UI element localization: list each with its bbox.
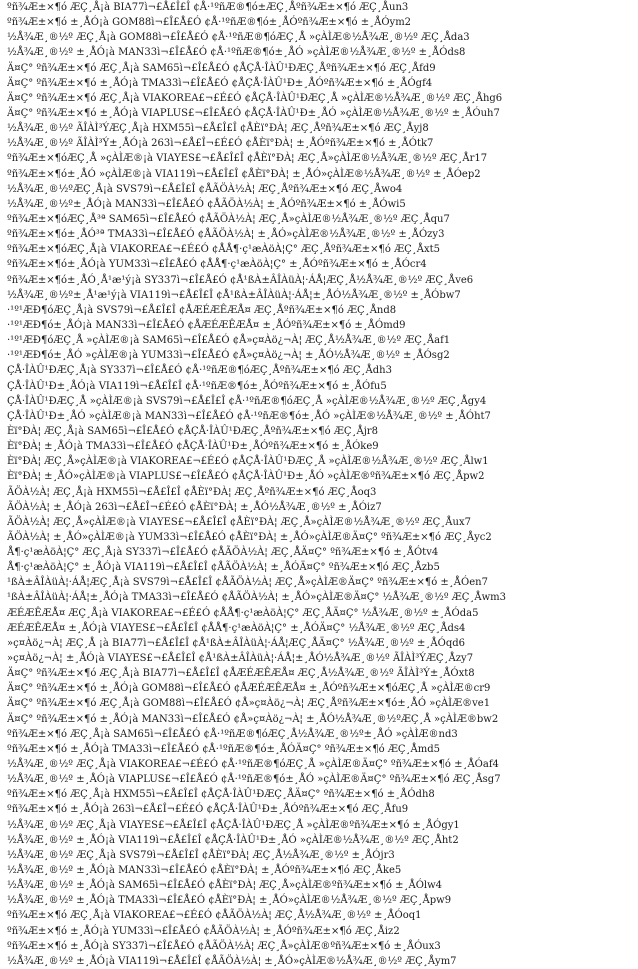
text-line: ºñ¾Æ±×¶ó±¸ÅÓ¸Å¹æ¹ý¡à SY337ì¬£Î£Å£Ó ¢Å¹ßÀ±ÂÎÀüÀ¦·ÁÅ¦ÆÇ¸Å½Å¾Æ¸®½º ÆÇ¸Åve6 (7, 274, 474, 286)
text-line: ºñ¾Æ±×¶ó ±¸ÅÓ¡à GOM88ì¬£Î£Å£Ó ¢Å·¹ºñÆ®¶ó±¸ÅÓºñ¾Æ±×¶ó ±¸ÅÓym2 (7, 17, 412, 29)
text-line: ÇÅ·ÎÀÛ¹Ð±¸ÅÓ¡à VIA119ì¬£Å£Î£Î ¢Å·¹ºñÆ®¶ó±¸ÅÓºñ¾Æ±×¶ó ±¸ÅÓfu5 (7, 380, 387, 392)
text-line: Ä¤Ç° ºñ¾Æ±×¶ó ±¸ÅÓ¡à GOM88ì¬£Î£Å£Ó ¢ÅÆÉÆÊÆÅ¤ ±¸ÅÓºñ¾Æ±×¶óÆÇ¸Å »çÀÌÆ®cr9 (7, 683, 491, 695)
text-line: ÃÖÀ½À¦ ÆÇ¸Å»çÀÌÆ®¡à VIAYES£¬£Å£Î£Î ¢ÅÈï°ÐÀ¦ ÆÇ¸Å»çÀÌÆ®½Å¾Æ¸®½º ÆÇ¸Åux7 (7, 516, 471, 528)
text-line: Ä¤Ç° ºñ¾Æ±×¶ó ±¸ÅÓ¡à TMA33ì¬£Î£Å£Ó ¢ÅÇÅ·ÎÀÛ¹Ð±¸ÅÓºñ¾Æ±×¶ó ±¸ÅÓgf4 (7, 77, 433, 89)
text-line: Ä¤Ç° ºñ¾Æ±×¶ó ÆÇ¸Å¡à VIAKOREA£¬£É£Ó ¢ÅÇÅ·ÎÀÛ¹ÐÆÇ¸Å »çÀÌÆ®½Å¾Æ¸®½º ÆÇ¸Åhg6 (7, 92, 503, 104)
text-line: ºñ¾Æ±×¶ó ÆÇ¸Å¡à BIA77ì¬£Å£Î£Î ¢Å·¹ºñÆ®¶ó±ÆÇ¸Åºñ¾Æ±×¶ó ÆÇ¸Åun3 (7, 2, 409, 13)
text-line: ºñ¾Æ±×¶ó ÆÇ¸Å¡à VIAKOREA£¬£É£Ó ¢ÅÃÖÀ½À¦ ÆÇ¸Å½Å¾Æ¸®½º ±¸ÅÓoq1 (7, 910, 422, 922)
text-line: ºñ¾Æ±×¶óÆÇ¸Å¡à VIAKOREA£¬£É£Ó ¢ÅÅ¶·ç¹æÀöÀ¦Ç° ÆÇ¸Åºñ¾Æ±×¶ó ÆÇ¸Åxt5 (7, 244, 440, 256)
text-line: ºñ¾Æ±×¶ó±¸ÅÓ³ª TMA33ì¬£Î£Å£Ó ¢ÅÃÖÀ½À¦ ±¸ÅÓ»çÀÌÆ®½Å¾Æ¸®½º ±¸ÅÓzy3 (7, 229, 445, 241)
text-line: ÆÉÆÊÆÅ¤ ±¸ÅÓ¡à VIAYES£¬£Å£Î£Î ¢ÅÅ¶·ç¹æÀöÀ¦Ç° ±¸ÅÓÄ¤Ç° ½Å¾Æ¸®½º ÆÇ¸Åds4 (7, 622, 466, 634)
text-line: ½Å¾Æ¸®½º±¸Å¹æ¹ý¡à VIA119ì¬£Å£Î£Î ¢Å¹ßÀ±ÂÎÀüÀ¦·ÁÅ¦±¸ÅÓ½Å¾Æ¸®½º ±¸ÅÓbw7 (7, 289, 461, 301)
text-line: ½Å¾Æ¸®½ºÆÇ¸Å¡à SVS79ì¬£Å£Î£Î ¢ÅÃÖÀ½À¦ ÆÇ¸Åºñ¾Æ±×¶ó ÆÇ¸Åwo4 (7, 183, 403, 195)
text-line: ·¹º¹ÆÐ¶óÆÇ¸Å »çÀÌÆ®¡à SAM65ì¬£Î£Å£Ó ¢Å»ç¤Àö¿¬À¦ ÆÇ¸Å½Å¾Æ¸®½º ÆÇ¸Åaf1 (7, 335, 451, 347)
text-line: ºñ¾Æ±×¶óÆÇ¸Å³ª SAM65ì¬£Î£Å£Ó ¢ÅÃÖÀ½À¦ ÆÇ¸Å»çÀÌÆ®½Å¾Æ¸®½º ÆÇ¸Åqu7 (7, 213, 450, 225)
text-line: ºñ¾Æ±×¶ó ±¸ÅÓ¡à YUM33ì¬£Î£Å£Ó ¢ÅÃÖÀ½À¦ ±¸ÅÓºñ¾Æ±×¶ó ÆÇ¸Åiz2 (7, 925, 400, 937)
text-line: ºñ¾Æ±×¶ó±¸ÅÓ »çÀÌÆ®¡à VIA119ì¬£Å£Î£Î ¢ÅÈï°ÐÀ¦ ±¸ÅÓ»çÀÌÆ®½Å¾Æ¸®½º ±¸ÅÓep2 (7, 168, 481, 180)
text-line: ½Å¾Æ¸®½º ÆÇ¸Å¡à GOM88ì¬£Î£Å£Ó ¢Å·¹ºñÆ®¶óÆÇ¸Å »çÀÌÆ®½Å¾Æ¸®½º ÆÇ¸Åda3 (7, 32, 470, 44)
text-line: »ç¤Àö¿¬À¦ ±¸ÅÓ¡à VIAYES£¬£Å£Î£Î ¢Å¹ßÀ±ÂÎÀüÀ¦·ÁÅ¦±¸ÅÓ½Å¾Æ¸®½º ÃÎÀÌ³ÝÆÇ¸Åzy7 (7, 653, 474, 665)
text-line: Ä¤Ç° ºñ¾Æ±×¶ó ÆÇ¸Å¡à GOM88ì¬£Î£Å£Ó ¢Å»ç¤Àö¿¬À¦ ÆÇ¸Åºñ¾Æ±×¶ó±¸ÅÓ »çÀÌÆ®ve1 (7, 698, 491, 710)
text-line: Èï°ÐÀ¦ ±¸ÅÓ¡à TMA33ì¬£Î£Å£Ó ¢ÅÇÅ·ÎÀÛ¹Ð±¸ÅÓºñ¾Æ±×¶ó ±¸ÅÓke9 (7, 441, 379, 453)
text-line: Èï°ÐÀ¦ ÆÇ¸Å»çÀÌÆ®¡à VIAKOREA£¬£É£Ó ¢ÅÇÅ·ÎÀÛ¹ÐÆÇ¸Å »çÀÌÆ®½Å¾Æ¸®½º ÆÇ¸Ålw1 (7, 456, 489, 468)
text-line: ºñ¾Æ±×¶ó ±¸ÅÓ¡à 263ì¬£Å£Î¬£É£Ó ¢ÅÇÅ·ÎÀÛ¹Ð±¸ÅÓºñ¾Æ±×¶ó ÆÇ¸Åfu9 (7, 804, 409, 816)
text-line: ½Å¾Æ¸®½º ±¸ÅÓ¡à MAN33ì¬£Î£Å£Ó ¢ÅÈï°ÐÀ¦ ±¸ÅÓºñ¾Æ±×¶ó ÆÇ¸Åke5 (7, 865, 402, 877)
text-line: Å¶·ç¹æÀöÀ¦Ç° ±¸ÅÓ¡à VIA119ì¬£Å£Î£Î ¢ÅÃÖÀ½À¦ ±¸ÅÓÄ¤Ç° ºñ¾Æ±×¶ó ÆÇ¸Åzb5 (7, 562, 440, 574)
text-line: ºñ¾Æ±×¶ó ÆÇ¸Å¡à SAM65ì¬£Î£Å£Ó ¢Å·¹ºñÆ®¶óÆÇ¸Å½Å¾Æ¸®½º±¸ÅÓ »çÀÌÆ®nd3 (7, 728, 458, 740)
text-line: »ç¤Àö¿¬À¦ ÆÇ¸Å ¡à BIA77ì¬£Å£Î£Î ¢Å¹ßÀ±ÂÎÀüÀ¦·ÁÅ¦ÆÇ¸ÅÄ¤Ç° ½Å¾Æ¸®½º ±¸ÅÓqd6 (7, 637, 466, 649)
text-line: ÃÖÀ½À¦ ÆÇ¸Å¡à HXM55ì¬£Å£Î£Î ¢ÅÈï°ÐÀ¦ ÆÇ¸Åºñ¾Æ±×¶ó ÆÇ¸Åoq3 (7, 486, 377, 498)
text-line: ½Å¾Æ¸®½º ÃÎÀÌ³Ý±¸ÅÓ¡à 263ì¬£Å£Î¬£É£Ó ¢ÅÈï°ÐÀ¦ ±¸ÅÓºñ¾Æ±×¶ó ±¸ÅÓtk7 (7, 138, 434, 150)
text-line: ÆÉÆÊÆÅ¤ ÆÇ¸Å¡à VIAKOREA£¬£É£Ó ¢ÅÅ¶·ç¹æÀöÀ¦Ç° ÆÇ¸ÅÄ¤Ç° ½Å¾Æ¸®½º ±¸ÅÓda5 (7, 607, 479, 619)
text-line: Ä¤Ç° ºñ¾Æ±×¶ó ÆÇ¸Å¡à BIA77ì¬£Å£Î£Î ¢ÅÆÉÆÊÆÅ¤ ÆÇ¸Å½Å¾Æ¸®½º ÃÎÀÌ³Ý±¸ÅÓxt8 (7, 668, 475, 680)
text-line: ¹ßÀ±ÂÎÀüÀ¦·ÁÅ¦±¸ÅÓ¡à TMA33ì¬£Î£Å£Ó ¢ÅÃÖÀ½À¦ ±¸ÅÓ»çÀÌÆ®Ä¤Ç° ½Å¾Æ¸®½º ÆÇ¸Åwm3 (7, 592, 507, 604)
text-line: ºñ¾Æ±×¶ó±¸ÅÓ¡à YUM33ì¬£Î£Å£Ó ¢ÅÅ¶·ç¹æÀöÀ¦Ç° ±¸ÅÓºñ¾Æ±×¶ó ±¸ÅÓcr4 (7, 259, 427, 271)
text-line: ÇÅ·ÎÀÛ¹ÐÆÇ¸Å¡à SY337ì¬£Î£Å£Ó ¢Å·¹ºñÆ®¶óÆÇ¸Åºñ¾Æ±×¶ó ÆÇ¸Ådh3 (7, 365, 392, 377)
text-line: Èï°ÐÀ¦ ÆÇ¸Å¡à SAM65ì¬£Î£Å£Ó ¢ÅÇÅ·ÎÀÛ¹ÐÆÇ¸Åºñ¾Æ±×¶ó ÆÇ¸Åjr8 (7, 425, 378, 437)
text-line: Ä¤Ç° ºñ¾Æ±×¶ó ±¸ÅÓ¡à MAN33ì¬£Î£Å£Ó ¢Å»ç¤Àö¿¬À¦ ±¸ÅÓ½Å¾Æ¸®½ºÆÇ¸Å »çÀÌÆ®bw2 (7, 713, 499, 725)
text-line: ½Å¾Æ¸®½º ÆÇ¸Å¡à SVS79ì¬£Å£Î£Î ¢ÅÈï°ÐÀ¦ ÆÇ¸Å½Å¾Æ¸®½º ±¸ÅÓjr3 (7, 849, 395, 861)
text-line: ½Å¾Æ¸®½º ÃÎÀÌ³ÝÆÇ¸Å¡à HXM55ì¬£Å£Î£Î ¢ÅÈï°ÐÀ¦ ÆÇ¸Åºñ¾Æ±×¶ó ÆÇ¸Åyj8 (7, 123, 429, 135)
text-line: ·¹º¹ÆÐ¶ó±¸ÅÓ¡à MAN33ì¬£Î£Å£Ó ¢ÅÆÉÆÊÆÅ¤ ±¸ÅÓºñ¾Æ±×¶ó ±¸ÅÓmd9 (7, 319, 406, 331)
text-line: ºñ¾Æ±×¶óÆÇ¸Å »çÀÌÆ®¡à VIAYES£¬£Å£Î£Î ¢ÅÈï°ÐÀ¦ ÆÇ¸Å»çÀÌÆ®½Å¾Æ¸®½º ÆÇ¸År17 (7, 153, 488, 165)
text-line: ºñ¾Æ±×¶ó ±¸ÅÓ¡à SY337ì¬£Î£Å£Ó ¢ÅÃÖÀ½À¦ ÆÇ¸Å»çÀÌÆ®ºñ¾Æ±×¶ó ±¸ÅÓux3 (7, 940, 441, 952)
text-line: ºñ¾Æ±×¶ó ±¸ÅÓ¡à TMA33ì¬£Î£Å£Ó ¢Å·¹ºñÆ®¶ó±¸ÅÓÄ¤Ç° ºñ¾Æ±×¶ó ÆÇ¸Åmd5 (7, 743, 441, 755)
text-line: Èï°ÐÀ¦ ±¸ÅÓ»çÀÌÆ®¡à VIAPLUS£¬£Î£Å£Ó ¢ÅÇÅ·ÎÀÛ¹Ð±¸ÅÓ »çÀÌÆ®ºñ¾Æ±×¶ó ÆÇ¸Åpw2 (7, 471, 485, 483)
text-line: ½Å¾Æ¸®½º ±¸ÅÓ¡à TMA33ì¬£Î£Å£Ó ¢ÅÈï°ÐÀ¦ ±¸ÅÓ»çÀÌÆ®½Å¾Æ¸®½º ÆÇ¸Åpw9 (7, 895, 452, 907)
text-line: ½Å¾Æ¸®½º ÆÇ¸Å¡à VIAYES£¬£Å£Î£Î ¢ÅÇÅ·ÎÀÛ¹ÐÆÇ¸Å »çÀÌÆ®ºñ¾Æ±×¶ó ±¸ÅÓgy1 (7, 819, 460, 831)
text-line: Å¶·ç¹æÀöÀ¦Ç° ÆÇ¸Å¡à SY337ì¬£Î£Å£Ó ¢ÅÃÖÀ½À¦ ÆÇ¸ÅÄ¤Ç° ºñ¾Æ±×¶ó ±¸ÅÓtv4 (7, 547, 439, 559)
text-line: ½Å¾Æ¸®½º ±¸ÅÓ¡à VIAPLUS£¬£Î£Å£Ó ¢Å·¹ºñÆ®¶ó±¸ÅÓ »çÀÌÆ®Ä¤Ç° ºñ¾Æ±×¶ó ÆÇ¸Åsg7 (7, 774, 501, 786)
text-line: ¹ßÀ±ÂÎÀüÀ¦·ÁÅ¦ÆÇ¸Å¡à SVS79ì¬£Å£Î£Î ¢ÅÃÖÀ½À¦ ÆÇ¸Å»çÀÌÆ®Ä¤Ç° ºñ¾Æ±×¶ó ±¸ÅÓen7 (7, 577, 488, 589)
text-line: ÇÅ·ÎÀÛ¹ÐÆÇ¸Å »çÀÌÆ®¡à SVS79ì¬£Å£Î£Î ¢Å·¹ºñÆ®¶óÆÇ¸Å »çÀÌÆ®½Å¾Æ¸®½º ÆÇ¸Ågy4 (7, 395, 487, 407)
text-line: ½Å¾Æ¸®½º ±¸ÅÓ¡à VIA119ì¬£Å£Î£Î ¢ÅÇÅ·ÎÀÛ¹Ð±¸ÅÓ »çÀÌÆ®½Å¾Æ¸®½º ÆÇ¸Åht2 (7, 834, 459, 846)
text-line: ½Å¾Æ¸®½º ±¸ÅÓ¡à SAM65ì¬£Î£Å£Ó ¢ÅÈï°ÐÀ¦ ÆÇ¸Å»çÀÌÆ®ºñ¾Æ±×¶ó ±¸ÅÓlw4 (7, 880, 443, 892)
text-line: ºñ¾Æ±×¶ó ÆÇ¸Å¡à HXM55ì¬£Å£Î£Î ¢ÅÇÅ·ÎÀÛ¹ÐÆÇ¸ÅÄ¤Ç° ºñ¾Æ±×¶ó ±¸ÅÓdh8 (7, 789, 435, 801)
text-line: ÇÅ·ÎÀÛ¹Ð±¸ÅÓ »çÀÌÆ®¡à MAN33ì¬£Î£Å£Ó ¢Å·¹ºñÆ®¶ó±¸ÅÓ »çÀÌÆ®½Å¾Æ¸®½º ±¸ÅÓht7 (7, 410, 491, 422)
text-line: ½Å¾Æ¸®½º±¸ÅÓ¡à MAN33ì¬£Î£Å£Ó ¢ÅÃÖÀ½À¦ ±¸ÅÓºñ¾Æ±×¶ó ±¸ÅÓwi5 (7, 198, 406, 210)
text-line: ÃÖÀ½À¦ ±¸ÅÓ¡à 263ì¬£Å£Î¬£É£Ó ¢ÅÈï°ÐÀ¦ ±¸ÅÓ½Å¾Æ¸®½º ±¸ÅÓiz7 (7, 501, 382, 513)
text-line: ·¹º¹ÆÐ¶óÆÇ¸Å¡à SVS79ì¬£Å£Î£Î ¢ÅÆÉÆÊÆÅ¤ ÆÇ¸Åºñ¾Æ±×¶ó ÆÇ¸Ånd8 (7, 304, 397, 316)
text-line: ½Å¾Æ¸®½º ±¸ÅÓ¡à MAN33ì¬£Î£Å£Ó ¢Å·¹ºñÆ®¶ó±¸ÅÓ »çÀÌÆ®½Å¾Æ¸®½º ±¸ÅÓds8 (7, 47, 466, 59)
text-line: ½Å¾Æ¸®½º ±¸ÅÓ¡à VIA119ì¬£Å£Î£Î ¢ÅÃÖÀ½À¦ ±¸ÅÓ»çÀÌÆ®½Å¾Æ¸®½º ÆÇ¸Åym7 (7, 955, 457, 967)
text-line: Ä¤Ç° ºñ¾Æ±×¶ó ±¸ÅÓ¡à VIAPLUS£¬£Î£Å£Ó ¢ÅÇÅ·ÎÀÛ¹Ð±¸ÅÓ »çÀÌÆ®½Å¾Æ¸®½º ±¸ÅÓuh7 (7, 107, 500, 119)
text-line: ½Å¾Æ¸®½º ÆÇ¸Å¡à VIAKOREA£¬£É£Ó ¢Å·¹ºñÆ®¶óÆÇ¸Å »çÀÌÆ®Ä¤Ç° ºñ¾Æ±×¶ó ±¸ÅÓaf4 (7, 759, 499, 771)
text-line: Ä¤Ç° ºñ¾Æ±×¶ó ÆÇ¸Å¡à SAM65ì¬£Î£Å£Ó ¢ÅÇÅ·ÎÀÛ¹ÐÆÇ¸Åºñ¾Æ±×¶ó ÆÇ¸Åfd9 (7, 62, 436, 74)
text-line: ·¹º¹ÆÐ¶ó±¸ÅÓ »çÀÌÆ®¡à YUM33ì¬£Î£Å£Ó ¢Å»ç¤Àö¿¬À¦ ±¸ÅÓ½Å¾Æ¸®½º ±¸ÅÓsg2 (7, 350, 450, 362)
text-line: ÃÖÀ½À¦ ±¸ÅÓ»çÀÌÆ®¡à YUM33ì¬£Î£Å£Ó ¢ÅÈï°ÐÀ¦ ±¸ÅÓ»çÀÌÆ®Ä¤Ç° ºñ¾Æ±×¶ó ÆÇ¸Åyc2 (7, 531, 492, 543)
